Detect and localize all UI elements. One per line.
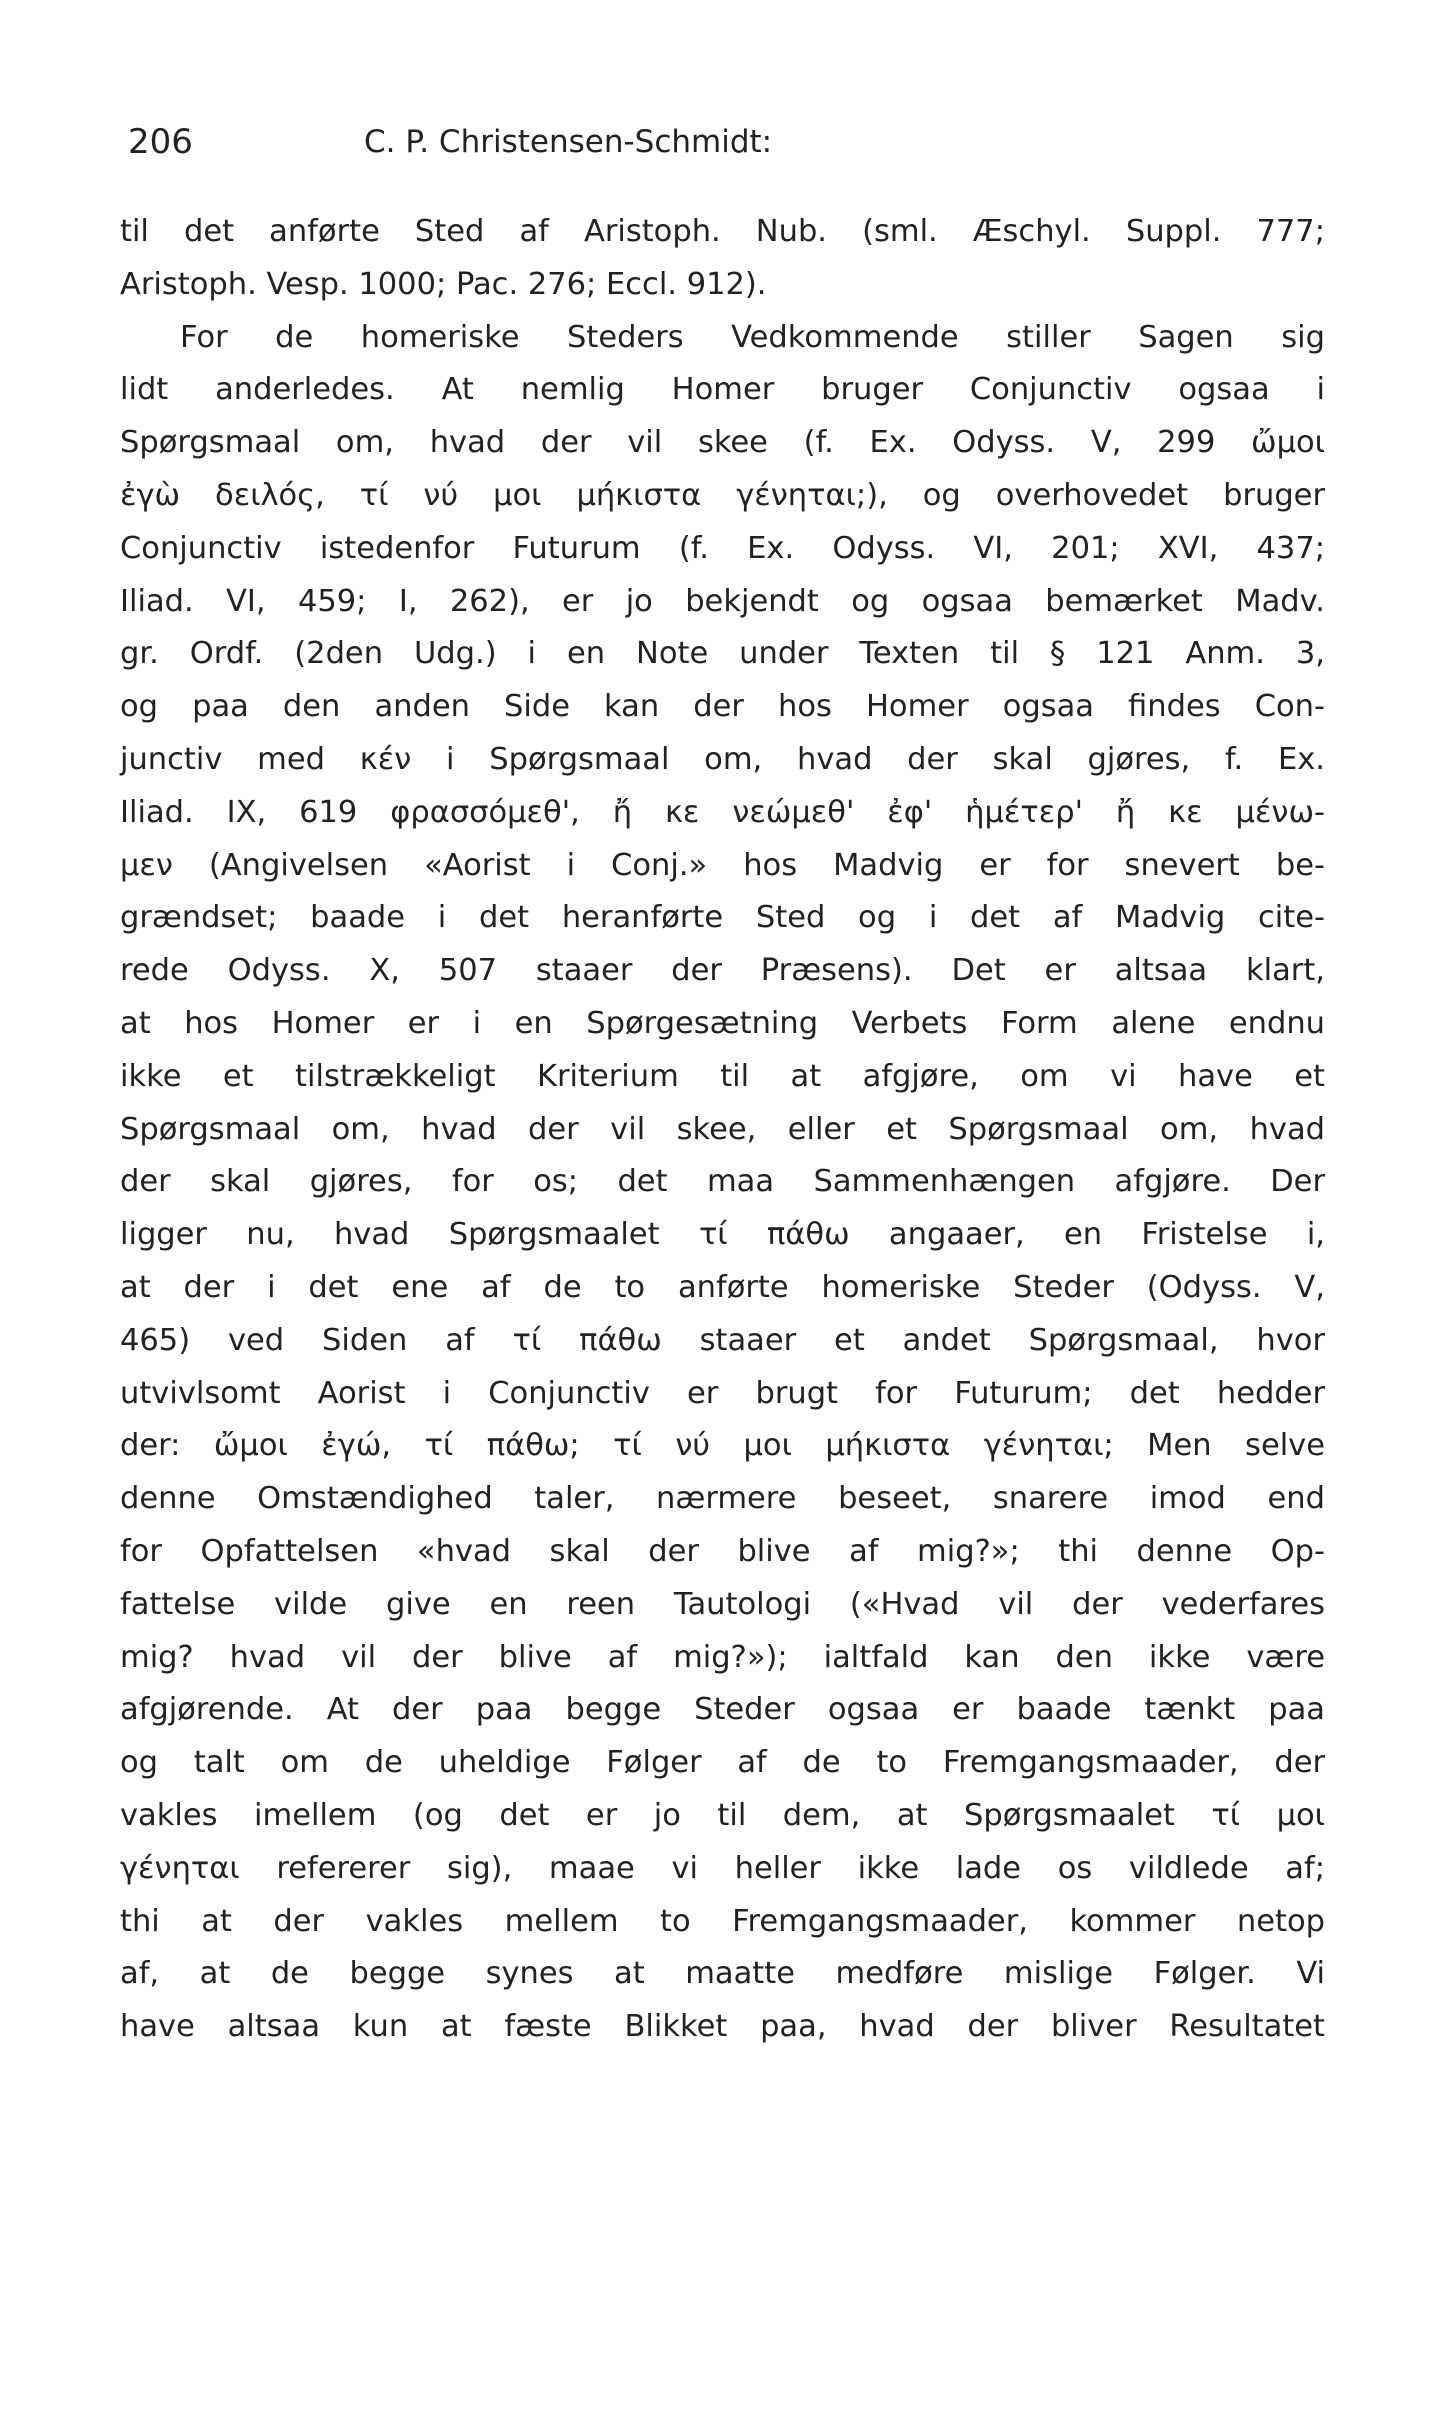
text-line: Spørgsmaal om, hvad der vil skee (f. Ex. Odyss. V, 299 ὤμοι — [120, 425, 1325, 461]
text-line: grændset; baade i det heranførte Sted og i det af Madvig cite- — [120, 900, 1325, 936]
page-number: 206 — [128, 122, 193, 162]
text-line: at der i det ene af de to anførte homeriske Steder (Odyss. V, — [120, 1269, 1325, 1305]
text-line: at hos Homer er i en Spørgesætning Verbets Form alene endnu — [120, 1005, 1325, 1041]
running-head: C. P. Christensen-Schmidt: — [364, 124, 773, 160]
text-line: og paa den anden Side kan der hos Homer ogsaa findes Con- — [120, 689, 1325, 725]
page-header — [128, 112, 1328, 172]
text-line: For de homeriske Steders Vedkommende stiller Sagen sig — [180, 319, 1325, 355]
text-line: af, at de begge synes at maatte medføre mislige Følger. Vi — [120, 1956, 1325, 1992]
text-line: afgjørende. At der paa begge Steder ogsaa er baade tænkt paa — [120, 1692, 1325, 1728]
text-line: Spørgsmaal om, hvad der vil skee, eller et Spørgsmaal om, hvad — [120, 1111, 1325, 1147]
text-line: til det anførte Sted af Aristoph. Nub. (sml. Æschyl. Suppl. 777; — [120, 214, 1325, 249]
text-line: γένηται refererer sig), maae vi heller ikke lade os vildlede af; — [120, 1850, 1325, 1886]
text-line: mig? hvad vil der blive af mig?»); ialtfald kan den ikke være — [120, 1639, 1325, 1675]
body-text — [120, 206, 1325, 2054]
text-line: ikke et tilstrækkeligt Kriterium til at afgjøre, om vi have et — [120, 1058, 1325, 1094]
text-line: μεν (Angivelsen «Aorist i Conj.» hos Madvig er for snevert be- — [120, 847, 1325, 883]
text-line: vakles imellem (og det er jo til dem, at Spørgsmaalet τί μοι — [120, 1797, 1325, 1833]
text-line: for Opfattelsen «hvad skal der blive af mig?»; thi denne Op- — [120, 1533, 1325, 1569]
text-line: thi at der vakles mellem to Fremgangsmaader, kommer netop — [120, 1903, 1325, 1939]
text-line: og talt om de uheldige Følger af de to Fremgangsmaader, der — [120, 1745, 1325, 1781]
text-line: ligger nu, hvad Spørgsmaalet τί πάθω angaaer, en Fristelse i, — [120, 1217, 1325, 1253]
text-line: der: ὤμοι ἐγώ, τί πάθω; τί νύ μοι μήκιστα γένηται; Men selve — [120, 1428, 1325, 1464]
text-line: lidt anderledes. At nemlig Homer bruger Conjunctiv ogsaa i — [120, 372, 1325, 408]
text-line: Iliad. IX, 619 φρασσόμεθ', ἤ κε νεώμεθ' ἐφ' ἡμέτερ' ἤ κε μένω- — [120, 794, 1325, 830]
text-line: gr. Ordf. (2den Udg.) i en Note under Texten til § 121 Anm. 3, — [120, 636, 1325, 672]
text-line: denne Omstændighed taler, nærmere beseet, snarere imod end — [120, 1481, 1325, 1517]
text-line: have altsaa kun at fæste Blikket paa, hvad der bliver Resultatet — [120, 2009, 1325, 2045]
text-line: ἐγὼ δειλός, τί νύ μοι μήκιστα γένηται;), og overhovedet bruger — [120, 477, 1325, 513]
text-line: fattelse vilde give en reen Tautologi («Hvad vil der vederfares — [120, 1586, 1325, 1622]
text-line: utvivlsomt Aorist i Conjunctiv er brugt for Futurum; det hedder — [120, 1375, 1325, 1411]
text-line: rede Odyss. X, 507 staaer der Præsens). Det er altsaa klart, — [120, 953, 1325, 989]
text-line: 465) ved Siden af τί πάθω staaer et andet Spørgsmaal, hvor — [120, 1322, 1325, 1358]
text-line: junctiv med κέν i Spørgsmaal om, hvad der skal gjøres, f. Ex. — [120, 741, 1325, 777]
text-line: Aristoph. Vesp. 1000; Pac. 276; Eccl. 912). — [120, 266, 767, 302]
text-line: Iliad. VI, 459; I, 262), er jo bekjendt og ogsaa bemærket Madv. — [120, 583, 1325, 619]
text-line: Conjunctiv istedenfor Futurum (f. Ex. Odyss. VI, 201; XVI, 437; — [120, 530, 1325, 566]
text-line: der skal gjøres, for os; det maa Sammenhængen afgjøre. Der — [120, 1164, 1325, 1200]
